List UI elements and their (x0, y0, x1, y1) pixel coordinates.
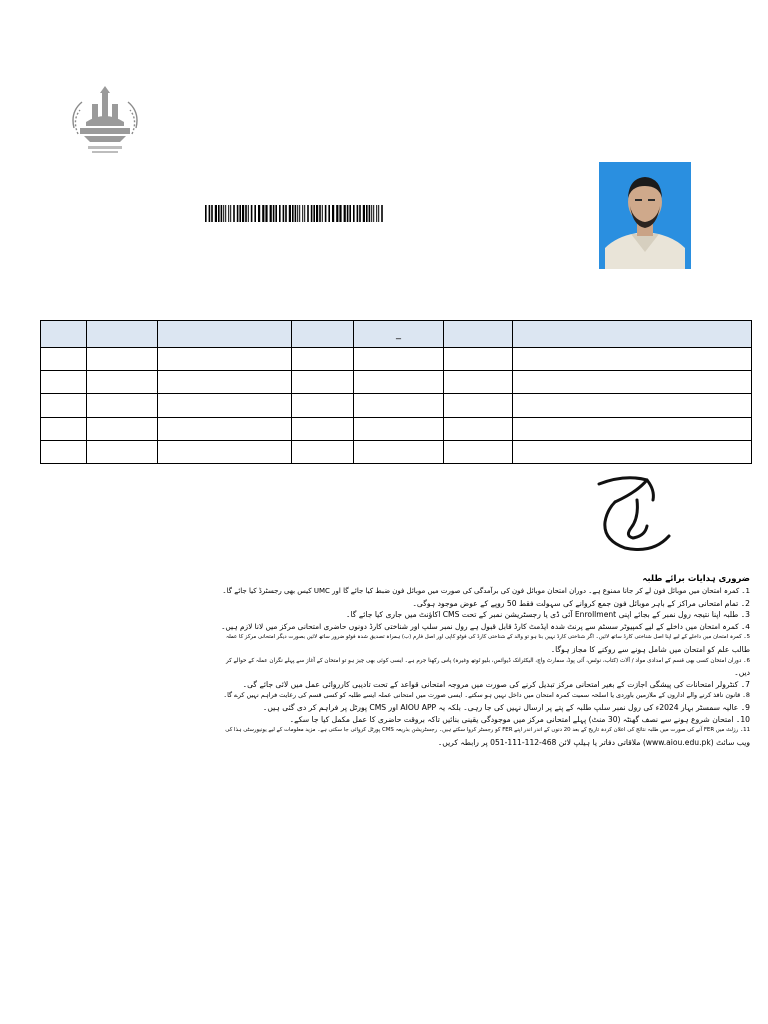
table-cell (354, 348, 444, 371)
table-cell (292, 394, 354, 417)
table-row (41, 417, 752, 440)
table-header-cell (41, 321, 87, 348)
table-cell (444, 394, 513, 417)
student-photo (599, 162, 691, 269)
table-header-cell (158, 321, 292, 348)
instruction-line: 6۔ دوران امتحان کسی بھی قسم کے امدادی مواد / آلات (کتاب، نوٹس، آئی پوڈ، سمارٹ واچ، الیکٹرانک ڈیوائس، بلیو ٹوتھ وغیرہ) پاس رکھنا جرم ہے۔ ایسی کوئی بھی چیز ہو تو امتحان کے آغاز سے پہلے نگران عملہ کے حوالے کر (226, 657, 750, 664)
table-cell (513, 440, 752, 463)
table-cell (87, 440, 158, 463)
table-cell (41, 417, 87, 440)
table-cell (513, 348, 752, 371)
table-cell (158, 394, 292, 417)
table-cell (513, 394, 752, 417)
instruction-line: 8۔ قانون نافذ کرنے والے اداروں کے ملازمین باوردی یا اسلحہ سمیت کمرہ امتحان میں داخل نہیں ہو سکتے۔ ایسی صورت میں امتحانی عملہ ایسے طلبہ کو کسی قسم کی رعایت فراہم نہیں کرے گا۔ (223, 691, 750, 700)
table-cell (444, 348, 513, 371)
table-row (41, 348, 752, 371)
instruction-line: 3۔ طلبہ اپنا نتیجہ رول نمبر کے بجائے اپنی Enrollment آئی ڈی یا رجسٹریشن نمبر کے تحت CMS اکاؤنٹ میں جاری کیا جائے گا۔ (346, 610, 750, 620)
table-cell (354, 440, 444, 463)
table-header-cell: _ (354, 321, 444, 348)
table-row (41, 440, 752, 463)
table-cell (41, 440, 87, 463)
instruction-line: ویب سائٹ (www.aiou.edu.pk) ملاقاتی دفاتر یا ہیلپ لائن 468-112-111-051 پر رابطہ کریں۔ (437, 737, 750, 747)
table-cell (513, 371, 752, 394)
table-cell (354, 371, 444, 394)
student-photo-icon (599, 162, 691, 269)
instructions-title: ضروری ہدایات برائے طلبہ (642, 574, 750, 584)
table-cell (41, 371, 87, 394)
instructions-section (210, 572, 750, 748)
table-cell (444, 417, 513, 440)
table-header-cell (513, 321, 752, 348)
table-header-cell (444, 321, 513, 348)
date-sheet-table (40, 320, 752, 464)
table-cell (354, 394, 444, 417)
table-cell (87, 348, 158, 371)
table-cell (158, 417, 292, 440)
instruction-line: طالب علم کو امتحان میں شامل ہونے سے روکنے کا مجاز ہوگا۔ (550, 644, 750, 654)
aiou-crest-icon (62, 84, 148, 156)
table-cell (292, 417, 354, 440)
table-cell (87, 371, 158, 394)
table-header-row (41, 321, 752, 348)
table-cell (444, 371, 513, 394)
table-cell (444, 440, 513, 463)
instruction-line: 7۔ کنٹرولر امتحانات کی پیشگی اجازت کے بغیر امتحانی مرکز تبدیل کرنے کی صورت میں مروجہ امتحانی قواعد کے تحت تادیبی کارروائی عمل میں لائی جائے گی۔ (242, 679, 750, 689)
table-cell (158, 348, 292, 371)
table-cell (292, 440, 354, 463)
barcode-icon (205, 205, 385, 222)
instruction-line: 9۔ عالیہ سمسٹر بہار 2024ء کی رول نمبر سلپ طلبہ کے پتے پر ارسال نہیں کی جا رہی۔ بلکہ یہ AIOU APP اور CMS پورٹل پر فراہم کر دی گئی ہیں۔ (262, 702, 750, 712)
table-cell (354, 417, 444, 440)
instruction-line: 5۔ کمرہ امتحان میں داخلے کے لیے اپنا اصل شناختی کارڈ ساتھ لائیں۔ اگر شناختی کارڈ نہیں بنا ہو تو والد کے شناختی کارڈ کی فوٹو کاپی اور اصل فارم (ب) ہمراہ تصدیق شدہ فوٹو ضرور ساتھ لائیں بصورت دیگر امتحانی مرکز کا عملہ (225, 634, 750, 641)
table-row (41, 371, 752, 394)
table-cell (292, 371, 354, 394)
table-header-cell (87, 321, 158, 348)
signature-icon (585, 470, 685, 556)
instruction-line: 10۔ امتحان شروع ہونے سے نصف گھنٹہ (30 منٹ) پہلے امتحانی مرکز میں موجودگی یقینی بنائیں تاکہ بروقت حاضری کا عمل مکمل کیا جا سکے۔ (289, 714, 750, 724)
table-header-cell (292, 321, 354, 348)
table-cell (513, 417, 752, 440)
instruction-line: دیں۔ (734, 668, 750, 678)
table-cell (41, 394, 87, 417)
table-cell (158, 440, 292, 463)
instruction-line: 1۔ کمرہ امتحان میں موبائل فون لے کر جانا ممنوع ہے۔ دوران امتحان موبائل فون کی برآمدگی کی صورت میں موبائل فون ضبط کیا جائے گا اور UMC کیس بھی رجسٹرڈ کیا جائے گا۔ (222, 587, 750, 595)
instruction-line: 11۔ رزلٹ میں FER آنے کی صورت میں طلبہ نتائج کی اعلان کردہ تاریخ کے بعد 20 دنوں کے اندر اندر اپنے FER کو رجسٹر کروا سکتے ہیں۔ رجسٹریشن بذریعہ CMS پورٹل کروائی جا سکتی ہے۔ مزید معلومات کے لیے یونیورسٹی ہذا کی (225, 727, 750, 734)
instruction-line: 4۔ کمرہ امتحان میں داخلے کے لیے کمپیوٹر سسٹم سے پرنٹ شدہ ایڈمٹ کارڈ قابل قبول ہے رول نمبر سلپ اور شناختی کارڈ دونوں حاضری امتحانی مرکز میں لانا لازم ہیں۔ (221, 621, 750, 631)
table-cell (87, 417, 158, 440)
table-cell (87, 394, 158, 417)
table-row (41, 394, 752, 417)
instruction-line: 2۔ تمام امتحانی مراکز کے باہر موبائل فون جمع کروانے کی سہولت فقط 50 روپے کے عوض موجود ہوگی۔ (412, 598, 750, 608)
table-cell (292, 348, 354, 371)
table-cell (41, 348, 87, 371)
table-cell (158, 371, 292, 394)
